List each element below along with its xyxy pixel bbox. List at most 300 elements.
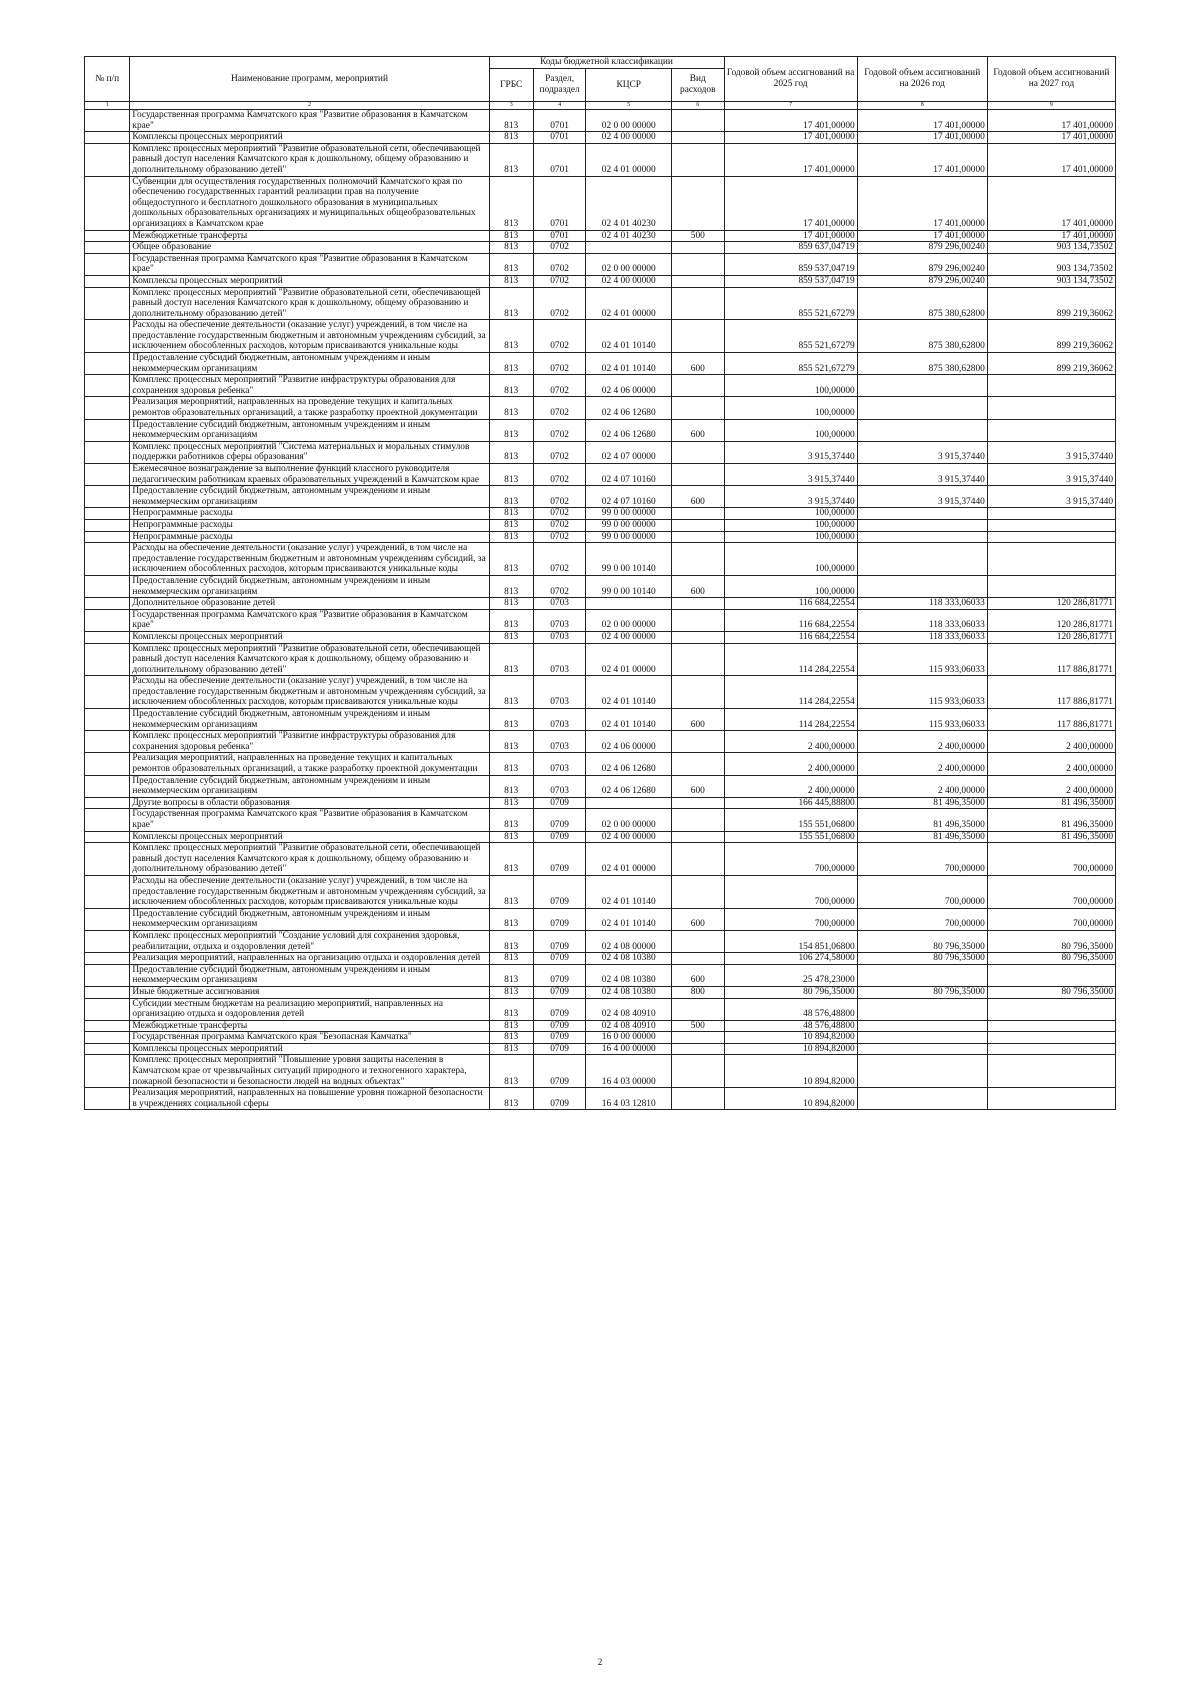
razdel-cell: 0709 (533, 930, 585, 952)
item-name-cell: Государственная программа Камчатского края "Развитие образования в Камчатском крае" (130, 253, 489, 275)
row-number-cell (85, 132, 130, 144)
header-razdel: Раздел, подраздел (533, 69, 585, 102)
row-number-cell (85, 575, 130, 597)
grbs-cell: 813 (489, 643, 533, 676)
grbs-cell: 813 (489, 1043, 533, 1055)
amount-2027-cell: 80 796,35000 (987, 953, 1115, 965)
row-number-cell (85, 676, 130, 709)
razdel-cell: 0702 (533, 375, 585, 397)
kcsr-cell: 16 4 03 12810 (586, 1088, 672, 1110)
amount-2026-cell: 879 296,00240 (857, 275, 987, 287)
grbs-cell: 813 (489, 631, 533, 643)
row-number-cell (85, 287, 130, 320)
vid-cell (672, 397, 724, 419)
amount-2027-cell: 117 886,81771 (987, 643, 1115, 676)
item-name-cell: Реализация мероприятий, направленных на проведение текущих и капитальных ремонтов образовательных организаций, а также разработку проектной документации (130, 397, 489, 419)
kcsr-cell: 16 4 00 00000 (586, 1043, 672, 1055)
row-number-cell (85, 731, 130, 753)
grbs-cell: 813 (489, 275, 533, 287)
razdel-cell: 0702 (533, 419, 585, 441)
razdel-cell: 0702 (533, 242, 585, 254)
amount-2025-cell: 25 478,23000 (724, 964, 857, 986)
table-row (85, 843, 1116, 876)
kcsr-cell: 02 4 01 40230 (586, 230, 672, 242)
grbs-cell: 813 (489, 875, 533, 908)
header-grbs: ГРБС (489, 69, 533, 102)
grbs-cell: 813 (489, 775, 533, 797)
item-name-cell: Расходы на обеспечение деятельности (оказание услуг) учреждений, в том числе на предоставление государственным бюджетным и автономным учреждениям субсидий, за исключением обособленных расходов, которым присваиваются уникальные коды (130, 320, 489, 353)
amount-2027-cell: 80 796,35000 (987, 986, 1115, 998)
vid-cell (672, 753, 724, 775)
amount-2027-cell: 2 400,00000 (987, 731, 1115, 753)
kcsr-cell: 02 4 01 00000 (586, 843, 672, 876)
row-number-cell (85, 419, 130, 441)
table-row (85, 953, 1116, 965)
kcsr-cell: 02 4 01 10140 (586, 908, 672, 930)
table-row (85, 1055, 1116, 1088)
amount-2025-cell: 116 684,22554 (724, 631, 857, 643)
amount-2027-cell (987, 1055, 1115, 1088)
header-name: Наименование программ, мероприятий (130, 57, 489, 102)
header-num: № п/п (85, 57, 130, 102)
grbs-cell: 813 (489, 1032, 533, 1044)
vid-cell (672, 953, 724, 965)
amount-2026-cell: 115 933,06033 (857, 643, 987, 676)
razdel-cell: 0703 (533, 609, 585, 631)
item-name-cell: Комплексы процессных мероприятий (130, 1043, 489, 1055)
row-number-cell (85, 809, 130, 831)
column-index: 4 (533, 102, 585, 110)
kcsr-cell: 02 0 00 00000 (586, 809, 672, 831)
amount-2026-cell: 118 333,06033 (857, 631, 987, 643)
amount-2026-cell: 115 933,06033 (857, 709, 987, 731)
vid-cell (672, 797, 724, 809)
header-codes-group: Коды бюджетной классификации (489, 57, 724, 69)
kcsr-cell: 02 4 01 10140 (586, 676, 672, 709)
item-name-cell: Реализация мероприятий, направленных на организацию отдыха и оздоровления детей (130, 953, 489, 965)
amount-2027-cell: 120 286,81771 (987, 609, 1115, 631)
item-name-cell: Предоставление субсидий бюджетным, автономным учреждениям и иным некоммерческим организациям (130, 964, 489, 986)
header-kcsr: КЦСР (586, 69, 672, 102)
header-vid: Вид расходов (672, 69, 724, 102)
amount-2025-cell: 100,00000 (724, 575, 857, 597)
razdel-cell: 0709 (533, 797, 585, 809)
item-name-cell: Реализация мероприятий, направленных на повышение уровня пожарной безопасности в учреждениях социальной сферы (130, 1088, 489, 1110)
amount-2026-cell (857, 1088, 987, 1110)
grbs-cell: 813 (489, 519, 533, 531)
kcsr-cell: 02 4 06 12680 (586, 775, 672, 797)
amount-2025-cell: 17 401,00000 (724, 110, 857, 132)
item-name-cell: Иные бюджетные ассигнования (130, 986, 489, 998)
item-name-cell: Предоставление субсидий бюджетным, автономным учреждениям и иным некоммерческим организациям (130, 419, 489, 441)
amount-2027-cell: 899 219,36062 (987, 320, 1115, 353)
row-number-cell (85, 631, 130, 643)
amount-2025-cell: 48 576,48800 (724, 998, 857, 1020)
kcsr-cell: 02 4 07 00000 (586, 441, 672, 463)
table-row (85, 797, 1116, 809)
kcsr-cell: 02 4 08 10380 (586, 953, 672, 965)
razdel-cell: 0702 (533, 543, 585, 576)
amount-2026-cell: 118 333,06033 (857, 598, 987, 610)
vid-cell (672, 464, 724, 486)
kcsr-cell: 02 4 00 00000 (586, 631, 672, 643)
razdel-cell: 0703 (533, 709, 585, 731)
amount-2027-cell: 17 401,00000 (987, 176, 1115, 230)
row-number-cell (85, 964, 130, 986)
amount-2026-cell (857, 397, 987, 419)
amount-2026-cell: 118 333,06033 (857, 609, 987, 631)
grbs-cell: 813 (489, 930, 533, 952)
item-name-cell: Государственная программа Камчатского края "Безопасная Камчатка" (130, 1032, 489, 1044)
amount-2027-cell (987, 508, 1115, 520)
amount-2026-cell (857, 575, 987, 597)
amount-2025-cell: 10 894,82000 (724, 1088, 857, 1110)
table-row (85, 132, 1116, 144)
razdel-cell: 0709 (533, 809, 585, 831)
vid-cell (672, 441, 724, 463)
row-number-cell (85, 508, 130, 520)
amount-2026-cell: 80 796,35000 (857, 986, 987, 998)
razdel-cell: 0703 (533, 598, 585, 610)
amount-2026-cell: 875 380,62800 (857, 353, 987, 375)
amount-2025-cell: 2 400,00000 (724, 775, 857, 797)
amount-2025-cell: 859 537,04719 (724, 275, 857, 287)
table-row (85, 230, 1116, 242)
amount-2025-cell: 700,00000 (724, 875, 857, 908)
kcsr-cell: 99 0 00 00000 (586, 531, 672, 543)
vid-cell (672, 287, 724, 320)
razdel-cell: 0709 (533, 831, 585, 843)
kcsr-cell: 02 4 01 00000 (586, 287, 672, 320)
table-row (85, 643, 1116, 676)
header-2025: Годовой объем ассигнований на 2025 год (724, 57, 857, 102)
table-row (85, 486, 1116, 508)
razdel-cell: 0702 (533, 531, 585, 543)
amount-2027-cell: 81 496,35000 (987, 797, 1115, 809)
amount-2026-cell (857, 998, 987, 1020)
vid-cell: 600 (672, 964, 724, 986)
amount-2027-cell (987, 419, 1115, 441)
table-row (85, 998, 1116, 1020)
amount-2026-cell: 17 401,00000 (857, 230, 987, 242)
vid-cell (672, 132, 724, 144)
row-number-cell (85, 1088, 130, 1110)
table-row (85, 709, 1116, 731)
kcsr-cell: 02 4 07 10160 (586, 486, 672, 508)
amount-2026-cell (857, 531, 987, 543)
row-number-cell (85, 531, 130, 543)
razdel-cell: 0709 (533, 953, 585, 965)
amount-2026-cell (857, 1043, 987, 1055)
amount-2026-cell: 875 380,62800 (857, 287, 987, 320)
amount-2025-cell: 2 400,00000 (724, 731, 857, 753)
table-row (85, 809, 1116, 831)
item-name-cell: Комплекс процессных мероприятий "Создание условий для сохранения здоровья, реабилитации, отдыха и оздоровления детей" (130, 930, 489, 952)
amount-2027-cell (987, 964, 1115, 986)
grbs-cell: 813 (489, 132, 533, 144)
vid-cell (672, 609, 724, 631)
item-name-cell: Предоставление субсидий бюджетным, автономным учреждениям и иным некоммерческим организациям (130, 775, 489, 797)
razdel-cell: 0709 (533, 1055, 585, 1088)
amount-2027-cell (987, 543, 1115, 576)
item-name-cell: Предоставление субсидий бюджетным, автономным учреждениям и иным некоммерческим организациям (130, 486, 489, 508)
item-name-cell: Предоставление субсидий бюджетным, автономным учреждениям и иным некоммерческим организациям (130, 575, 489, 597)
razdel-cell: 0703 (533, 731, 585, 753)
row-number-cell (85, 643, 130, 676)
row-number-cell (85, 397, 130, 419)
table-row (85, 419, 1116, 441)
row-number-cell (85, 709, 130, 731)
razdel-cell: 0702 (533, 287, 585, 320)
kcsr-cell (586, 242, 672, 254)
grbs-cell: 813 (489, 1020, 533, 1032)
amount-2025-cell: 100,00000 (724, 508, 857, 520)
vid-cell (672, 831, 724, 843)
kcsr-cell: 02 4 01 10140 (586, 709, 672, 731)
table-row (85, 176, 1116, 230)
table-row (85, 575, 1116, 597)
column-index: 9 (987, 102, 1115, 110)
item-name-cell: Комплекс процессных мероприятий "Развитие инфраструктуры образования для сохранения здоровья ребенка" (130, 731, 489, 753)
row-number-cell (85, 609, 130, 631)
grbs-cell: 813 (489, 143, 533, 176)
amount-2025-cell: 700,00000 (724, 843, 857, 876)
vid-cell (672, 110, 724, 132)
vid-cell (672, 508, 724, 520)
table-row (85, 875, 1116, 908)
row-number-cell (85, 353, 130, 375)
table-row (85, 543, 1116, 576)
item-name-cell: Государственная программа Камчатского края "Развитие образования в Камчатском крае" (130, 809, 489, 831)
vid-cell: 600 (672, 709, 724, 731)
amount-2026-cell: 81 496,35000 (857, 809, 987, 831)
amount-2026-cell: 3 915,37440 (857, 464, 987, 486)
kcsr-cell: 02 4 06 00000 (586, 731, 672, 753)
kcsr-cell: 99 0 00 10140 (586, 543, 672, 576)
grbs-cell: 813 (489, 464, 533, 486)
vid-cell: 600 (672, 908, 724, 930)
row-number-cell (85, 176, 130, 230)
vid-cell (672, 320, 724, 353)
row-number-cell (85, 320, 130, 353)
amount-2025-cell: 155 551,06800 (724, 809, 857, 831)
column-index: 2 (130, 102, 489, 110)
kcsr-cell (586, 598, 672, 610)
grbs-cell: 813 (489, 419, 533, 441)
amount-2027-cell: 17 401,00000 (987, 143, 1115, 176)
item-name-cell: Субвенции для осуществления государственных полномочий Камчатского края по обеспечению государственных гарантий реализации прав на получение общедоступного и бесплатного дошкольного образования в муниципальных дошкольных образовательных организациях и муниципальных общеобразовательных организациях в Камчатском крае (130, 176, 489, 230)
grbs-cell: 813 (489, 543, 533, 576)
amount-2025-cell: 3 915,37440 (724, 486, 857, 508)
row-number-cell (85, 843, 130, 876)
table-row (85, 1032, 1116, 1044)
amount-2025-cell: 48 576,48800 (724, 1020, 857, 1032)
amount-2025-cell: 114 284,22554 (724, 643, 857, 676)
table-row (85, 964, 1116, 986)
amount-2026-cell: 17 401,00000 (857, 143, 987, 176)
grbs-cell: 813 (489, 831, 533, 843)
razdel-cell: 0701 (533, 176, 585, 230)
row-number-cell (85, 275, 130, 287)
razdel-cell: 0701 (533, 143, 585, 176)
item-name-cell: Реализация мероприятий, направленных на проведение текущих и капитальных ремонтов образовательных организаций, а также разработку проектной документации (130, 753, 489, 775)
amount-2026-cell: 2 400,00000 (857, 775, 987, 797)
vid-cell (672, 253, 724, 275)
amount-2026-cell: 879 296,00240 (857, 253, 987, 275)
razdel-cell: 0702 (533, 397, 585, 419)
vid-cell: 600 (672, 486, 724, 508)
item-name-cell: Субсидии местным бюджетам на реализацию мероприятий, направленных на организацию отдыха и оздоровления детей (130, 998, 489, 1020)
table-row (85, 598, 1116, 610)
kcsr-cell: 99 0 00 00000 (586, 508, 672, 520)
amount-2026-cell (857, 1055, 987, 1088)
amount-2027-cell (987, 1043, 1115, 1055)
grbs-cell: 813 (489, 676, 533, 709)
row-number-cell (85, 998, 130, 1020)
row-number-cell (85, 375, 130, 397)
amount-2027-cell: 81 496,35000 (987, 831, 1115, 843)
vid-cell (672, 598, 724, 610)
amount-2026-cell (857, 375, 987, 397)
table-row (85, 1043, 1116, 1055)
column-index: 3 (489, 102, 533, 110)
item-name-cell: Комплекс процессных мероприятий "Развитие образовательной сети, обеспечивающей равный доступ населения Камчатского края к дошкольному, общему образованию и дополнительному образованию детей" (130, 143, 489, 176)
amount-2027-cell (987, 575, 1115, 597)
item-name-cell: Комплексы процессных мероприятий (130, 631, 489, 643)
amount-2025-cell: 100,00000 (724, 419, 857, 441)
kcsr-cell: 02 4 01 10140 (586, 320, 672, 353)
razdel-cell: 0709 (533, 908, 585, 930)
item-name-cell: Комплексы процессных мероприятий (130, 831, 489, 843)
amount-2026-cell (857, 508, 987, 520)
grbs-cell: 813 (489, 531, 533, 543)
budget-table (84, 56, 1116, 1110)
amount-2025-cell: 10 894,82000 (724, 1055, 857, 1088)
grbs-cell: 813 (489, 986, 533, 998)
row-number-cell (85, 953, 130, 965)
amount-2027-cell: 903 134,73502 (987, 275, 1115, 287)
item-name-cell: Общее образование (130, 242, 489, 254)
amount-2026-cell (857, 964, 987, 986)
table-row (85, 930, 1116, 952)
item-name-cell: Предоставление субсидий бюджетным, автономным учреждениям и иным некоммерческим организациям (130, 908, 489, 930)
table-row (85, 253, 1116, 275)
item-name-cell: Дополнительное образование детей (130, 598, 489, 610)
vid-cell: 600 (672, 353, 724, 375)
amount-2027-cell: 80 796,35000 (987, 930, 1115, 952)
grbs-cell: 813 (489, 598, 533, 610)
amount-2027-cell: 117 886,81771 (987, 709, 1115, 731)
vid-cell (672, 176, 724, 230)
amount-2027-cell: 17 401,00000 (987, 132, 1115, 144)
vid-cell (672, 998, 724, 1020)
row-number-cell (85, 1055, 130, 1088)
amount-2025-cell: 80 796,35000 (724, 986, 857, 998)
amount-2025-cell: 114 284,22554 (724, 676, 857, 709)
vid-cell (672, 731, 724, 753)
column-index: 1 (85, 102, 130, 110)
amount-2026-cell: 81 496,35000 (857, 797, 987, 809)
item-name-cell: Расходы на обеспечение деятельности (оказание услуг) учреждений, в том числе на предоставление государственным бюджетным и автономным учреждениям субсидий, за исключением обособленных расходов, которым присваиваются уникальные коды (130, 676, 489, 709)
kcsr-cell: 02 4 08 40910 (586, 1020, 672, 1032)
amount-2025-cell: 155 551,06800 (724, 831, 857, 843)
table-row (85, 775, 1116, 797)
vid-cell (672, 643, 724, 676)
item-name-cell: Комплекс процессных мероприятий "Система материальных и моральных стимулов поддержки работников сферы образования" (130, 441, 489, 463)
grbs-cell: 813 (489, 242, 533, 254)
column-index: 5 (586, 102, 672, 110)
table-row (85, 986, 1116, 998)
table-row (85, 353, 1116, 375)
grbs-cell: 813 (489, 486, 533, 508)
kcsr-cell: 02 4 00 00000 (586, 275, 672, 287)
amount-2027-cell (987, 519, 1115, 531)
razdel-cell: 0709 (533, 875, 585, 908)
table-row (85, 242, 1116, 254)
row-number-cell (85, 230, 130, 242)
amount-2025-cell: 855 521,67279 (724, 287, 857, 320)
page-number: 2 (597, 1657, 603, 1667)
grbs-cell: 813 (489, 230, 533, 242)
item-name-cell: Комплекс процессных мероприятий "Развитие инфраструктуры образования для сохранения здоровья ребенка" (130, 375, 489, 397)
header-2026: Годовой объем ассигнований на 2026 год (857, 57, 987, 102)
amount-2027-cell: 17 401,00000 (987, 230, 1115, 242)
table-row (85, 275, 1116, 287)
row-number-cell (85, 831, 130, 843)
grbs-cell: 813 (489, 964, 533, 986)
item-name-cell: Предоставление субсидий бюджетным, автономным учреждениям и иным некоммерческим организациям (130, 709, 489, 731)
amount-2026-cell: 17 401,00000 (857, 132, 987, 144)
kcsr-cell: 99 0 00 10140 (586, 575, 672, 597)
vid-cell (672, 676, 724, 709)
item-name-cell: Непрограммные расходы (130, 519, 489, 531)
table-row (85, 287, 1116, 320)
table-row (85, 320, 1116, 353)
grbs-cell: 813 (489, 1055, 533, 1088)
razdel-cell: 0702 (533, 275, 585, 287)
grbs-cell: 813 (489, 843, 533, 876)
amount-2025-cell: 17 401,00000 (724, 230, 857, 242)
kcsr-cell: 02 4 06 12680 (586, 753, 672, 775)
vid-cell: 800 (672, 986, 724, 998)
grbs-cell: 813 (489, 609, 533, 631)
amount-2025-cell: 17 401,00000 (724, 176, 857, 230)
amount-2026-cell (857, 519, 987, 531)
vid-cell: 600 (672, 419, 724, 441)
kcsr-cell: 02 4 01 10140 (586, 353, 672, 375)
column-index-row (85, 102, 1116, 110)
row-number-cell (85, 753, 130, 775)
razdel-cell: 0703 (533, 676, 585, 709)
grbs-cell: 813 (489, 375, 533, 397)
row-number-cell (85, 1032, 130, 1044)
razdel-cell: 0701 (533, 110, 585, 132)
razdel-cell: 0709 (533, 964, 585, 986)
amount-2025-cell: 3 915,37440 (724, 464, 857, 486)
kcsr-cell: 02 4 08 10380 (586, 964, 672, 986)
item-name-cell: Государственная программа Камчатского края "Развитие образования в Камчатском крае" (130, 110, 489, 132)
razdel-cell: 0709 (533, 1043, 585, 1055)
razdel-cell: 0703 (533, 775, 585, 797)
item-name-cell: Межбюджетные трансферты (130, 1020, 489, 1032)
row-number-cell (85, 875, 130, 908)
razdel-cell: 0709 (533, 998, 585, 1020)
razdel-cell: 0703 (533, 753, 585, 775)
amount-2026-cell: 81 496,35000 (857, 831, 987, 843)
razdel-cell: 0703 (533, 643, 585, 676)
item-name-cell: Межбюджетные трансферты (130, 230, 489, 242)
kcsr-cell (586, 797, 672, 809)
